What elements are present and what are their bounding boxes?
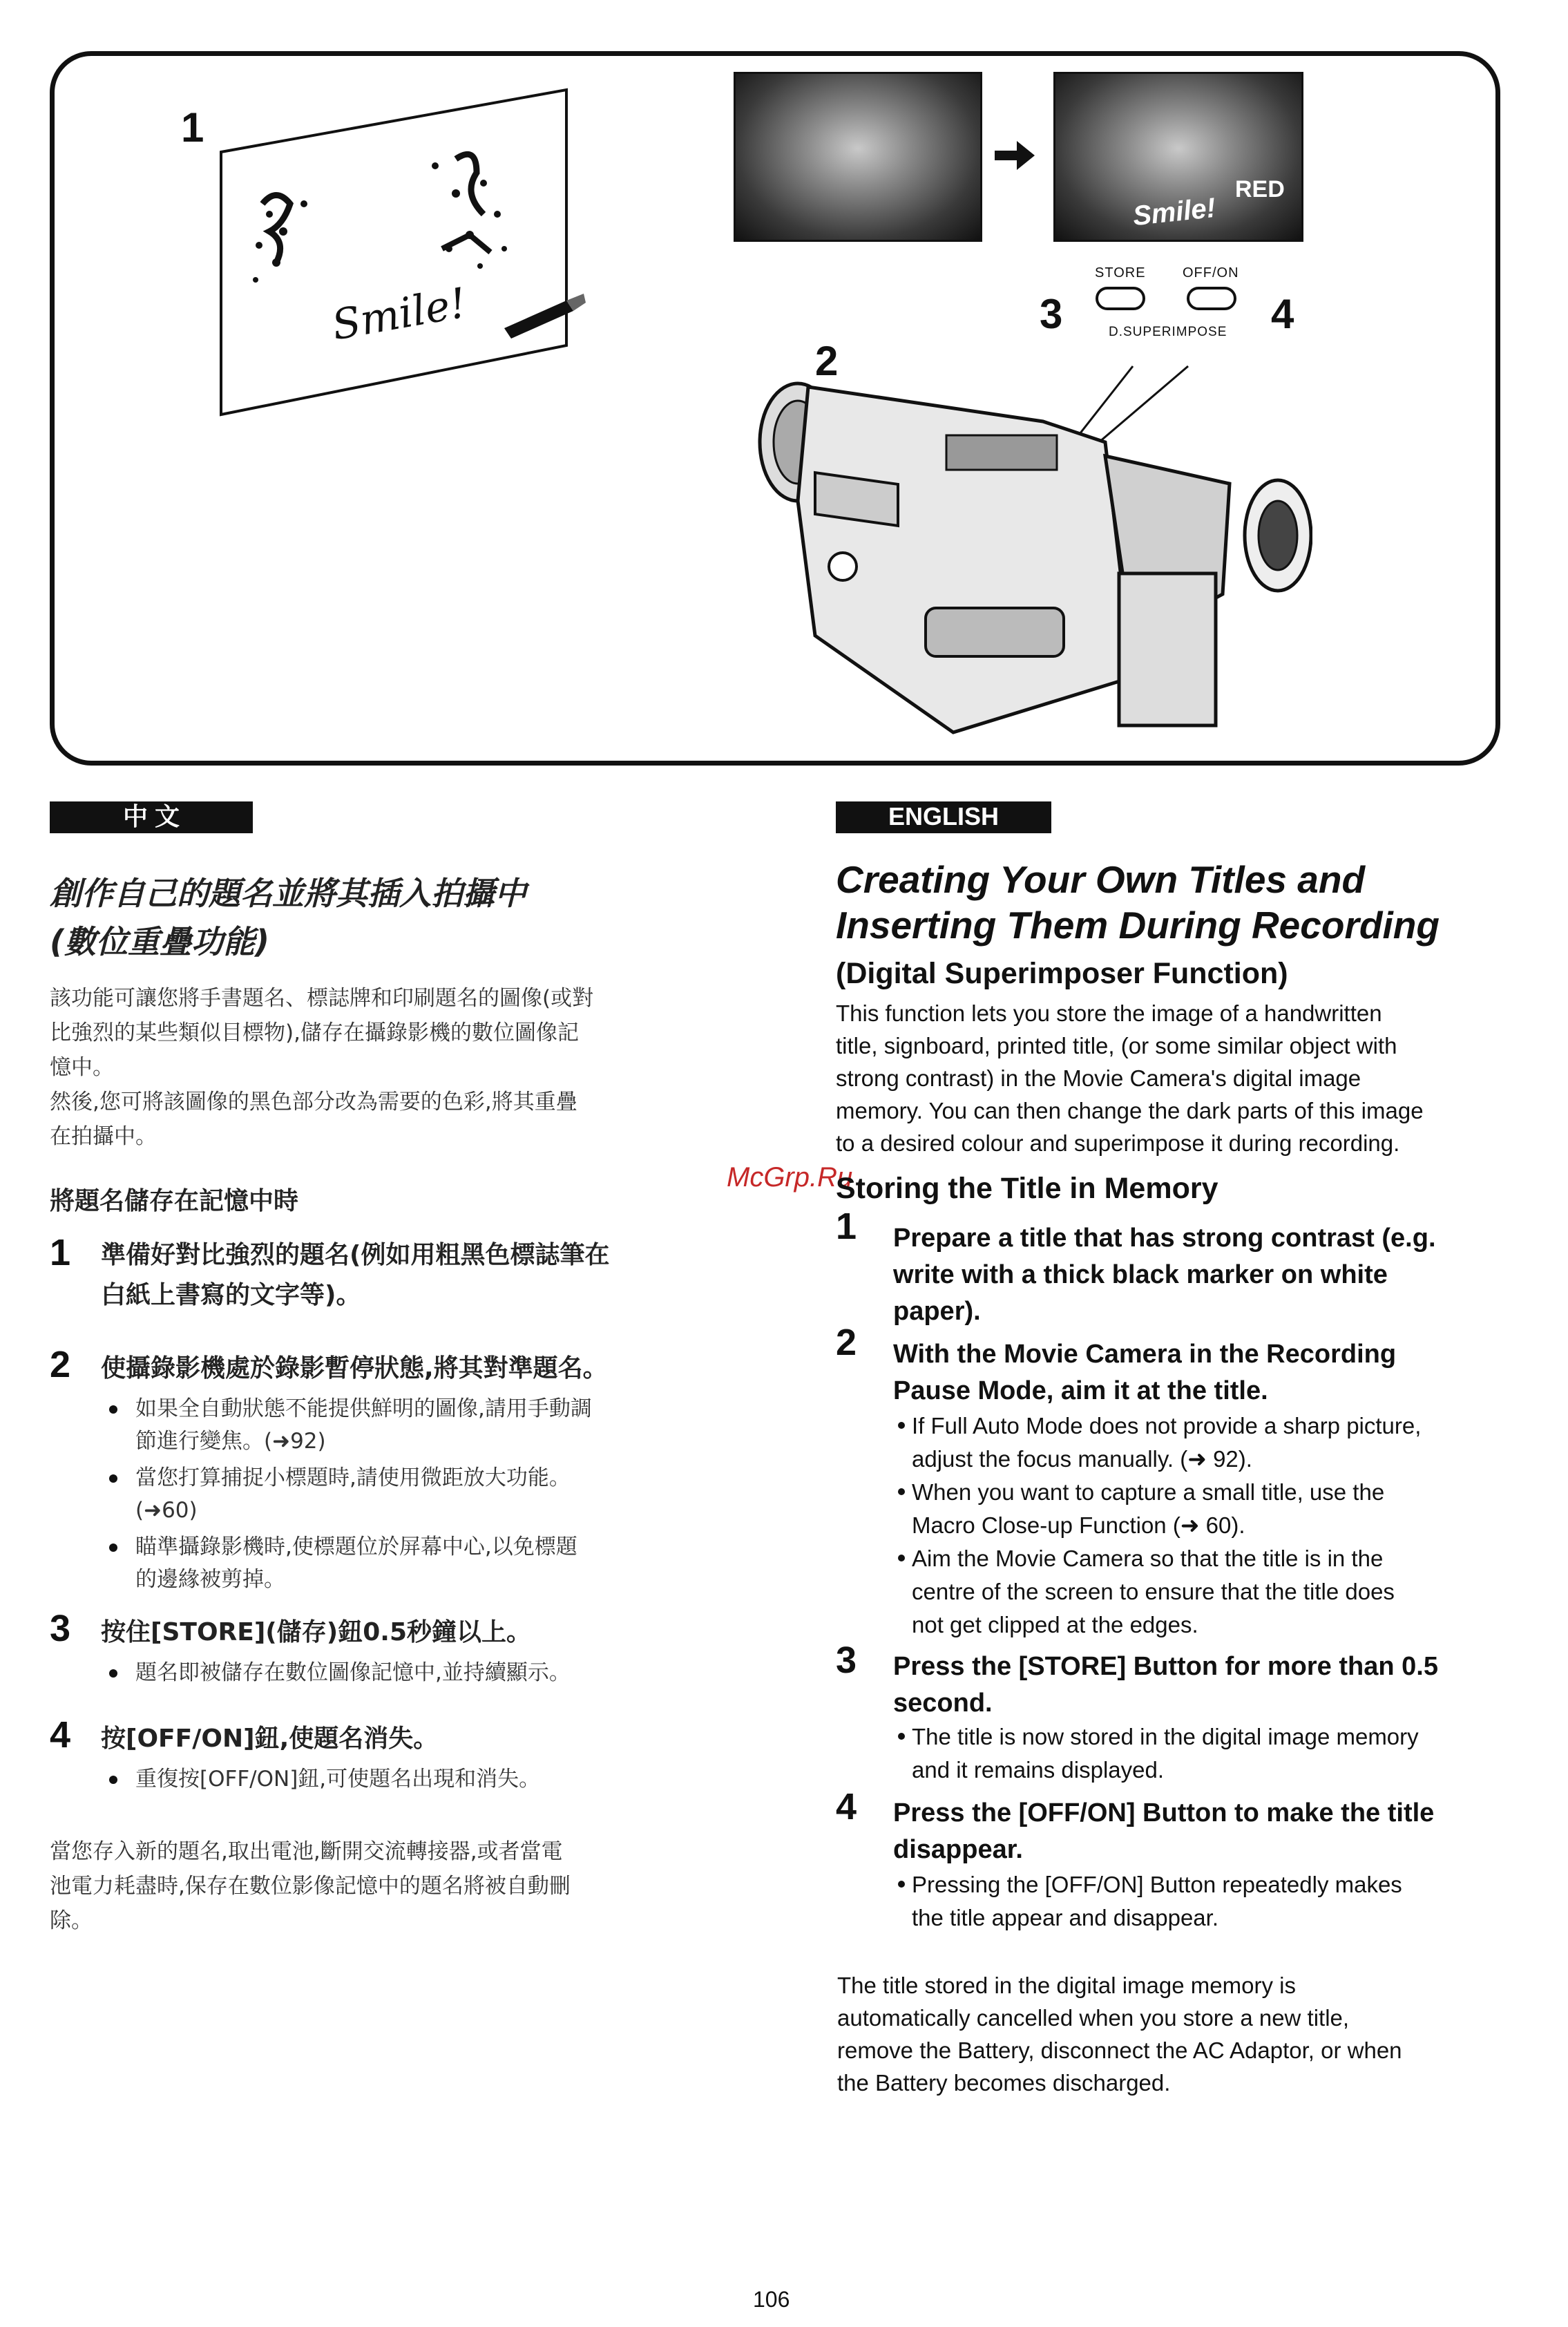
en-step3-number: 3 (836, 1640, 857, 1681)
list-item: 瞄準攝錄影機時,使標題位於屏幕中心,以免標題 的邊緣被剪掉。 (104, 1531, 725, 1596)
step-label-3: 3 (1040, 291, 1063, 337)
en-section-label: ENGLISH (836, 801, 1051, 833)
step-label-4: 4 (1271, 291, 1294, 337)
zh-step1-number: 1 (50, 1232, 71, 1273)
watermark: McGrp.Ru (727, 1162, 853, 1193)
page-number: 106 (753, 2287, 790, 2312)
photo-before (734, 72, 982, 242)
en-title-line2: Inserting Them During Recording (836, 904, 1440, 947)
en-step2-number: 2 (836, 1322, 857, 1363)
list-item: 題名即被儲存在數位圖像記憶中,並持續顯示。 (104, 1657, 571, 1689)
list-item: Pressing the [OFF/ON] Button repeatedly makes the title appear and disappear. (898, 1868, 1402, 1935)
list-item: When you want to capture a small title, use the Macro Close-up Function (➜ 60). (898, 1476, 1520, 1542)
zh-section-label: 中 文 (50, 801, 253, 833)
overlay-smile-text: Smile! (1131, 192, 1217, 232)
step-label-2: 2 (815, 338, 839, 384)
zh-step2-bullets (104, 1393, 725, 1596)
zh-subheading: 將題名儲存在記憶中時 (50, 1187, 299, 1215)
camcorder-illustration (746, 345, 1312, 760)
en-step2-bullets (898, 1409, 1520, 1642)
zh-step4-text: 按[OFF/ON]鈕,使題名消失。 (101, 1725, 439, 1753)
en-step4-text: Press the [OFF/ON] Button to make the title disappear. (893, 1798, 1435, 1864)
list-item: 當您打算捕捉小標題時,請使用微距放大功能。 (➜60) (104, 1462, 725, 1527)
en-closing: The title stored in the digital image memory is automatically cancelled when you store a new title, remove the Battery, disconnect the AC Adaptor, or when the Battery becomes discharged. (837, 1973, 1402, 2096)
en-step1-text: Prepare a title that has strong contrast (e.g. write with a thick black marker on white paper). (893, 1224, 1436, 1326)
zh-closing: 當您存入新的題名,取出電池,斷開交流轉接器,或者當電 池電力耗盡時,保存在數位影像記憶中的題名將被自動刪 除。 (50, 1839, 571, 1933)
arrow-right-icon (995, 138, 1036, 173)
superimpose-label: D.SUPERIMPOSE (1109, 325, 1227, 339)
en-title-line1: Creating Your Own Titles and (836, 858, 1366, 901)
zh-intro: 該功能可讓您將手書題名、標誌牌和印刷題名的圖像(或對 比強烈的某些類似目標物),儲存在攝錄影機的數位圖像記 憶中。 然後,您可將該圖像的黑色部分改為需要的色彩,將其重疊 在拍攝中。 (50, 986, 594, 1149)
list-item: 如果全自動狀態不能提供鮮明的圖像,請用手動調 節進行變焦。(➜92) (104, 1393, 725, 1458)
list-item: 重復按[OFF/ON]鈕,可使題名出現和消失。 (104, 1763, 540, 1796)
overlay-color-label: RED (1235, 176, 1285, 202)
zh-title-line1: 創作自己的題名並將其插入拍攝中 (50, 875, 526, 912)
list-item: Aim the Movie Camera so that the title is in the centre of the screen to ensure that the title does not get clipped at the edges. (898, 1542, 1520, 1642)
step-label-1: 1 (181, 104, 204, 151)
offon-button-label: OFF/ON (1183, 265, 1239, 281)
en-step1-number: 1 (836, 1206, 857, 1247)
smile-title-text: Smile! (328, 278, 470, 350)
zh-step3-text: 按住[STORE](儲存)鈕0.5秒鐘以上。 (101, 1618, 531, 1646)
zh-step3-number: 3 (50, 1608, 71, 1649)
title-board-illustration (207, 83, 594, 421)
list-item: The title is now stored in the digital image memory and it remains displayed. (898, 1720, 1419, 1787)
zh-step1-text: 準備好對比強烈的題名(例如用粗黑色標誌筆在 白紙上書寫的文字等)。 (101, 1241, 610, 1309)
offon-button[interactable] (1187, 287, 1236, 310)
zh-step2-text: 使攝錄影機處於錄影暫停狀態,將其對準題名。 (101, 1354, 608, 1383)
zh-step4-number: 4 (50, 1714, 71, 1756)
en-intro: This function lets you store the image of a handwritten title, signboard, printed title, (or some similar object with strong contrast) in the Movie Camera's digital image memory. You can then change the dark parts of this image to a desired colour and superimpose it during recording. (836, 1000, 1424, 1156)
en-step2-text: With the Movie Camera in the Recording Pause Mode, aim it at the title. (893, 1340, 1397, 1405)
en-subheading: Storing the Title in Memory (836, 1172, 1218, 1205)
en-step3-text: Press the [STORE] Button for more than 0.5 second. (893, 1652, 1438, 1718)
en-step4-number: 4 (836, 1786, 857, 1827)
en-subtitle: (Digital Superimposer Function) (836, 957, 1288, 990)
list-item: If Full Auto Mode does not provide a sharp picture, adjust the focus manually. (➜ 92). (898, 1409, 1520, 1476)
zh-title-line2: (數位重疊功能) (50, 923, 270, 960)
store-button-label: STORE (1095, 265, 1146, 281)
zh-step2-number: 2 (50, 1344, 71, 1385)
store-button[interactable] (1096, 287, 1145, 310)
